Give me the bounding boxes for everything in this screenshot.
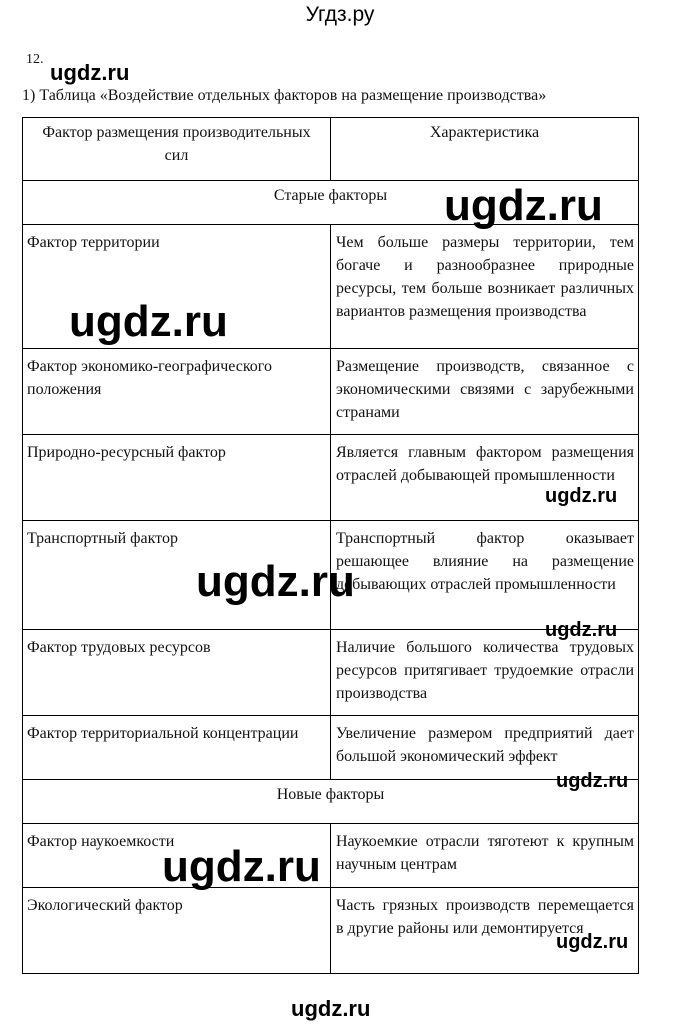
table-row [23,630,639,716]
watermark: ugdz.ru [556,931,629,953]
factor-cell: Фактор наукоемкости [23,824,331,888]
factor-cell: Транспортный фактор [23,521,331,630]
factor-cell: Фактор территориальной концентрации [23,716,331,780]
table-row [23,435,639,521]
watermark: ugdz.ru [291,996,371,1021]
watermark: ugdz.ru [50,60,130,85]
factor-cell: Фактор территории [23,225,331,349]
task-title: 1) Таблица «Воздействие отдельных факторов на размещение производства» [22,87,547,104]
description-cell: Часть грязных производств перемещается в другие районы или демонтируется [331,888,639,974]
column-header-description: Характеристика [331,118,639,181]
factor-cell: Фактор трудовых ресурсов [23,630,331,716]
watermark: ugdz.ru [196,557,355,606]
column-header-factor: Фактор размещения производительных сил [23,118,331,181]
description-cell: Наличие большого количества трудовых ресурсов притягивает трудоемкие отрасли производства [331,630,639,716]
table-header-row [23,118,639,181]
section-title-old: Старые факторы [23,181,639,225]
table-row [23,888,639,974]
watermark: ugdz.ru [545,485,618,507]
table-row [23,824,639,888]
description-cell: Размещение производств, связанное с экономическими связями с зарубежными странами [331,349,639,435]
watermark: ugdz.ru [69,297,228,346]
watermark: ugdz.ru [162,842,321,891]
watermark: ugdz.ru [444,181,603,230]
table-row [23,716,639,780]
site-title: Угдз.ру [305,3,375,26]
table-row [23,349,639,435]
factors-table [22,117,639,974]
factor-cell: Природно-ресурсный фактор [23,435,331,521]
description-cell: Является главным фактором размещения отраслей добывающей промышленности [331,435,639,521]
description-cell: Транспортный фактор оказывает решающее влияние на размещение добывающих отраслей промышленности [331,521,639,630]
watermark: ugdz.ru [545,619,618,641]
section-row [23,780,639,824]
task-number: 12. [26,52,44,67]
description-cell: Увеличение размером предприятий дает большой экономический эффект [331,716,639,780]
description-cell: Чем больше размеры территории, тем богаче и разнообразнее природные ресурсы, тем больше возникает различных вариантов размещения производства [331,225,639,349]
description-cell: Наукоемкие отрасли тяготеют к крупным научным центрам [331,824,639,888]
factor-cell: Экологический фактор [23,888,331,974]
factor-cell: Фактор экономико-географического положения [23,349,331,435]
watermark: ugdz.ru [556,770,629,792]
section-title-new: Новые факторы [23,780,639,824]
